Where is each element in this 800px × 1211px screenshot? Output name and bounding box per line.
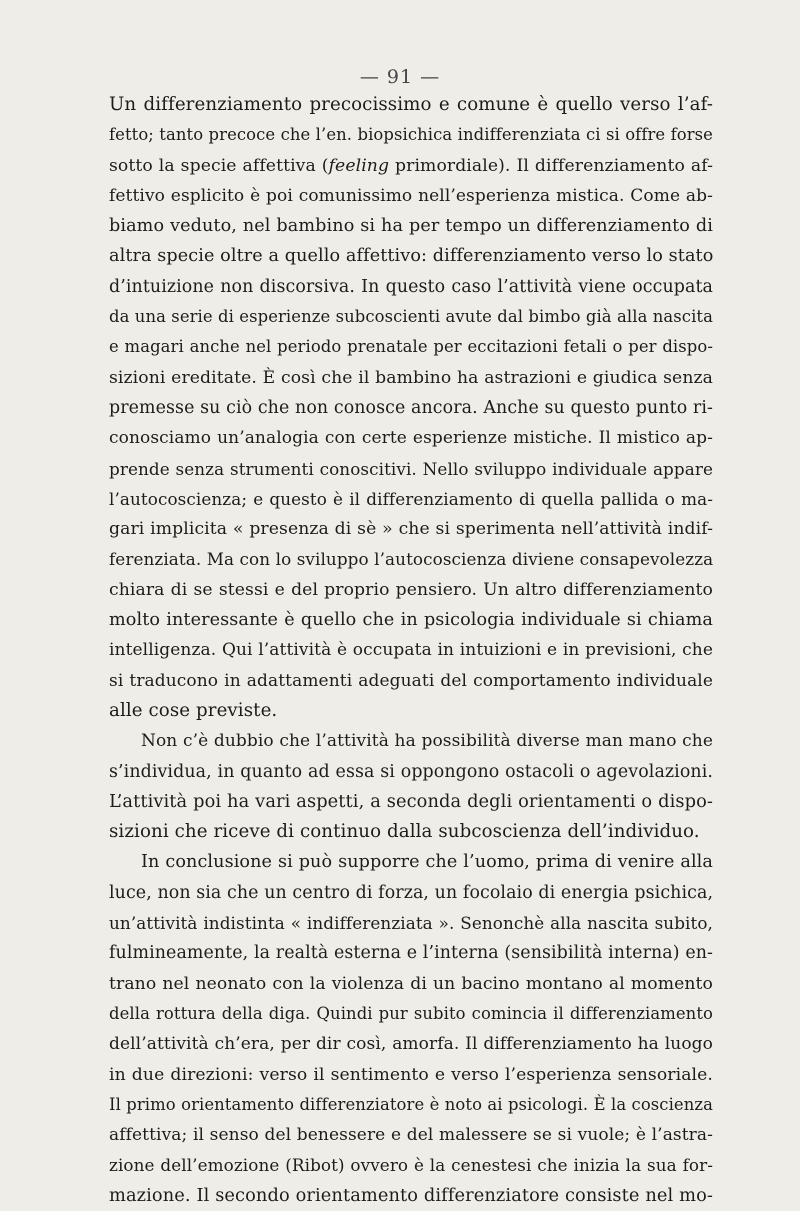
text-line-22: Non c’è dubbio che l’attività ha possibilità diverse man mano che xyxy=(141,731,713,752)
text-line-15: gari implicita « presenza di sè » che si sperimenta nell’attività indif- xyxy=(109,519,713,540)
text-line-34: Il primo orientamento differenziatore è noto ai psicologi. È la coscienza xyxy=(109,1094,713,1114)
text-line-1: Un differenziamento precocissimo e comune è quello verso l’af- xyxy=(109,94,713,115)
text-line-3: sotto la specie affettiva (feeling primordiale). Il differenziamento af- xyxy=(109,155,713,176)
text-line-20: si traducono in adattamenti adeguati del comportamento individuale xyxy=(109,670,713,691)
text-line-17: chiara di se stessi e del proprio pensiero. Un altro differenziamento xyxy=(109,579,713,600)
text-line-13: prende senza strumenti conoscitivi. Nello sviluppo individuale appare xyxy=(109,458,713,479)
text-line-33: in due direzioni: verso il sentimento e verso l’esperienza sensoriale. xyxy=(109,1064,713,1085)
body-text xyxy=(109,90,713,1211)
text-line-14: l’autocoscienza; e questo è il differenziamento di quella pallida o ma- xyxy=(109,488,713,509)
text-line-37: mazione. Il secondo orientamento differenziatore consiste nel mo- xyxy=(109,1184,713,1206)
text-line-31: della rottura della diga. Quindi pur subito comincia il differenziamento xyxy=(109,1003,713,1023)
text-line-5: biamo veduto, nel bambino si ha per tempo un differenziamento di xyxy=(109,216,713,237)
text-line-11: premesse su ciò che non conosce ancora. Anche su questo punto ri- xyxy=(109,397,713,418)
text-line-21: alle cose previste. xyxy=(109,699,278,721)
text-line-12: conosciamo un’analogia con certe esperienze mistiche. Il mistico ap- xyxy=(109,428,713,449)
text-line-32: dell’attività ch’era, per dir così, amorfa. Il differenziamento ha luogo xyxy=(109,1034,713,1055)
text-line-29: fulmineamente, la realtà esterna e l’interna (sensibilità interna) en- xyxy=(109,943,713,964)
text-line-10: sizioni ereditate. È così che il bambino ha astrazioni e giudica senza xyxy=(109,367,713,388)
text-line-7: d’intuizione non discorsiva. In questo caso l’attività viene occupata xyxy=(109,276,713,297)
text-line-9: e magari anche nel periodo prenatale per eccitazioni fetali o per dispo- xyxy=(109,337,713,357)
text-line-30: trano nel neonato con la violenza di un bacino montano al momento xyxy=(109,973,713,994)
text-line-25: sizioni che riceve di continuo dalla subcoscienza dell’individuo. xyxy=(109,821,700,843)
italic-term: feeling xyxy=(328,155,390,176)
text-line-19: intelligenza. Qui l’attività è occupata in intuizioni e in previsioni, che xyxy=(109,640,713,661)
text-line-6: altra specie oltre a quello affettivo: differenziamento verso lo stato xyxy=(109,246,714,267)
text-line-27: luce, non sia che un centro di forza, un focolaio di energia psichica, xyxy=(109,882,714,903)
text-line-36: zione dell’emozione (Ribot) ovvero è la cenestesi che inizia la sua for- xyxy=(109,1155,713,1176)
text-line-18: molto interessante è quello che in psicologia individuale si chiama xyxy=(109,610,713,631)
text-line-8: da una serie di esperienze subcoscienti avute dal bimbo già alla nascita xyxy=(109,307,713,327)
text-line-23: s’individua, in quanto ad essa si oppongono ostacoli o agevolazioni. xyxy=(109,761,713,782)
text-line-24: L’attività poi ha vari aspetti, a seconda degli orientamenti o dispo- xyxy=(109,790,713,812)
text-line-2: fetto; tanto precoce che l’en. biopsichica indifferenziata ci si offre forse xyxy=(109,125,713,145)
page-number: — 91 — xyxy=(359,66,441,88)
text-line-4: fettivo esplicito è poi comunissimo nell’esperienza mistica. Come ab- xyxy=(109,185,713,206)
text-line-26: In conclusione si può supporre che l’uomo, prima di venire alla xyxy=(141,852,713,873)
text-line-16: ferenziata. Ma con lo sviluppo l’autocoscienza diviene consapevolezza xyxy=(109,549,714,570)
text-line-28: un’attività indistinta « indifferenziata ». Senonchè alla nascita subito, xyxy=(109,913,713,934)
text-line-35: affettiva; il senso del benessere e del malessere se si vuole; è l’astra- xyxy=(109,1125,713,1146)
